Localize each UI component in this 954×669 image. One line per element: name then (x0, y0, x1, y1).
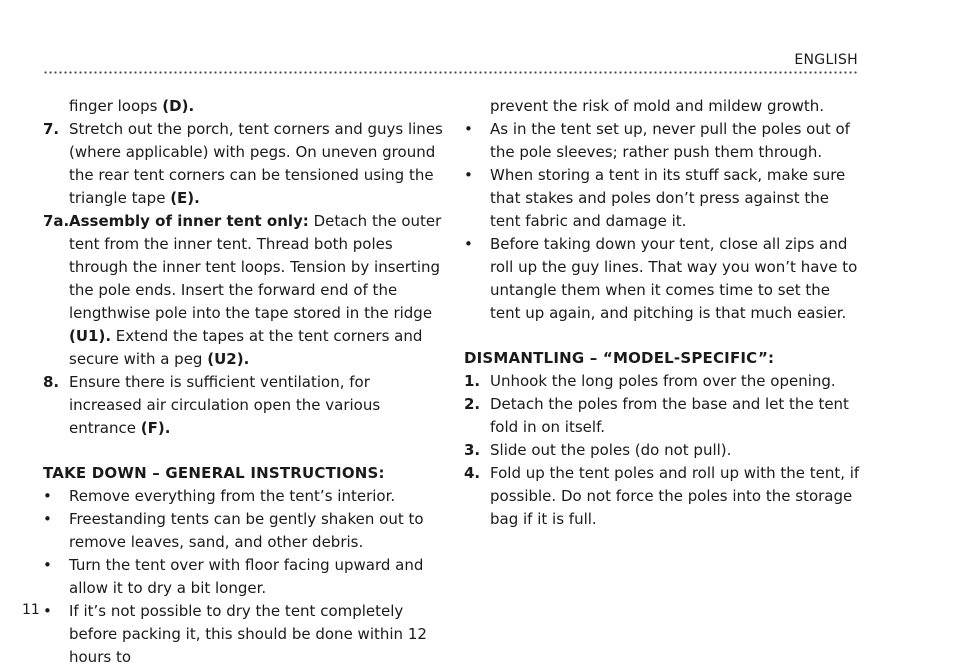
step-number: 3. (464, 441, 481, 459)
dotted-divider (43, 71, 858, 74)
step-text: Fold up the tent poles and roll up with the tent, if possible. Do not force the poles into the storage bag if it is full. (490, 464, 860, 528)
step-text: Slide out the poles (do not pull). (490, 441, 732, 459)
step-text: Ensure there is sufficient ventilation, for increased air circulation open the various entrance (F). (69, 373, 381, 437)
step-text: Assembly of inner tent only: Detach the outer tent from the inner tent. Thread both poles through the inner tent loops. Tension by inserting the pole ends. Insert the forward end of the lengthwise pole into the tape stored in the ridge (U1). Extend the tapes at the tent corners and secure with a peg (U2). (69, 212, 442, 368)
bullet: • (43, 602, 52, 620)
takedown-item (43, 485, 443, 508)
bullet: • (464, 235, 473, 253)
language-label: ENGLISH (794, 52, 858, 68)
step-number: 8. (43, 373, 60, 391)
takedown-item (43, 554, 443, 600)
tip-text: Before taking down your tent, close all zips and roll up the guy lines. That way you won’t have to untangle them when it comes time to set the tent up again, and pitching is that much easier. (490, 235, 858, 322)
step-number: 4. (464, 464, 481, 482)
spacer (464, 325, 864, 347)
spacer (43, 440, 443, 462)
dismantling-step (464, 370, 864, 393)
continued-text: prevent the risk of mold and mildew growth. (490, 97, 824, 115)
step-number: 7a. (43, 212, 70, 230)
page-number: 11 (22, 602, 40, 618)
bullet: • (43, 510, 52, 528)
tip-item (464, 164, 864, 233)
tip-text: As in the tent set up, never pull the poles out of the pole sleeves; rather push them through. (490, 120, 850, 161)
takedown-item-text: If it’s not possible to dry the tent completely before packing it, this should be done within 12 hours to (69, 602, 427, 666)
step-text: Unhook the long poles from over the opening. (490, 372, 836, 390)
step-number: 7. (43, 120, 60, 138)
takedown-item (43, 508, 443, 554)
right-column (464, 95, 864, 531)
dismantling-step (464, 393, 864, 439)
takedown-item-text: Remove everything from the tent’s interior. (69, 487, 396, 505)
step-8 (43, 371, 443, 440)
bullet: • (464, 120, 473, 138)
dismantling-heading: DISMANTLING – “MODEL-SPECIFIC”: (464, 349, 775, 367)
tip-item (464, 233, 864, 325)
takedown-item (43, 600, 443, 669)
step-7 (43, 118, 443, 210)
bullet: • (43, 556, 52, 574)
step-text: Detach the poles from the base and let the tent fold in on itself. (490, 395, 849, 436)
continued-item: finger loops (D). (69, 97, 195, 115)
tip-text: When storing a tent in its stuff sack, make sure that stakes and poles don’t press against the tent fabric and damage it. (490, 166, 846, 230)
bullet: • (43, 487, 52, 505)
step-number: 1. (464, 372, 481, 390)
bullet: • (464, 166, 473, 184)
step-7a (43, 210, 443, 371)
left-column (43, 95, 443, 669)
takedown-item-text: Turn the tent over with floor facing upward and allow it to dry a bit longer. (69, 556, 424, 597)
dismantling-step (464, 439, 864, 462)
tip-item (464, 118, 864, 164)
step-number: 2. (464, 395, 481, 413)
takedown-heading: TAKE DOWN – GENERAL INSTRUCTIONS: (43, 464, 385, 482)
step-text: Stretch out the porch, tent corners and guys lines (where applicable) with pegs. On uneven ground the rear tent corners can be tensioned using the triangle tape (E). (69, 120, 443, 207)
dismantling-step (464, 462, 864, 531)
takedown-item-text: Freestanding tents can be gently shaken out to remove leaves, sand, and other debris. (69, 510, 424, 551)
